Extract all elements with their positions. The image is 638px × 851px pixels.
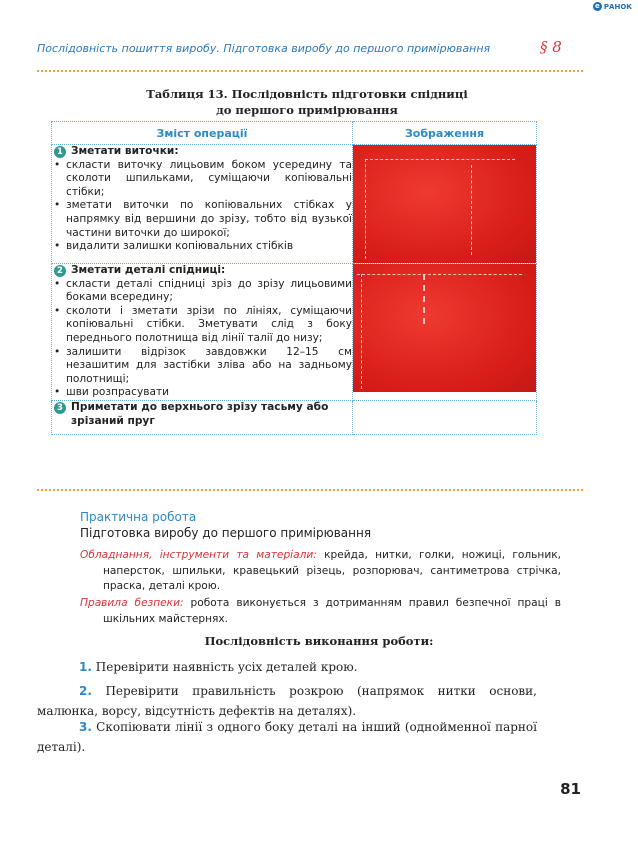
image-cell xyxy=(353,145,537,264)
practice-heading: Практична робота xyxy=(80,510,197,524)
operation-cell xyxy=(52,400,353,434)
list-item: • скласти виточку лицьовим боком усередину та сколоти шпильками, суміщаючи копіювальні стібки; xyxy=(52,159,352,200)
image-cell xyxy=(353,264,537,401)
step-title: Приметати до верхнього зрізу тасьму або зрізаний пруг xyxy=(71,400,329,427)
step-items xyxy=(52,278,352,400)
step-heading xyxy=(52,145,352,159)
step-items xyxy=(52,159,352,254)
step-paragraph xyxy=(37,681,537,721)
step-number: 3. xyxy=(79,720,92,734)
list-item: • скласти деталі спідниці зріз до зрізу лицьовими боками всередину; xyxy=(52,278,352,305)
column-header-image: Зображення xyxy=(353,122,537,145)
publisher-logo-text: РАНОК xyxy=(603,2,632,11)
table-row xyxy=(52,400,537,434)
table-row xyxy=(52,264,537,401)
running-title: Послідовність пошиття виробу. Підготовка виробу до першого примірювання xyxy=(37,42,491,55)
step-number-badge: 2 xyxy=(54,265,66,277)
list-item: • сколоти і зметати зрізи по лініях, суміщаючи копіювальні стібки. Зметувати слід з боку переднього полотнища від лінії талії до низу; xyxy=(52,305,352,346)
list-item: • шви розпрасувати xyxy=(52,386,352,400)
fabric-darts-photo xyxy=(353,145,536,263)
list-item: • видалити залишки копіювальних стібків xyxy=(52,240,352,254)
practice-subheading: Підготовка виробу до першого примірювання xyxy=(80,526,372,540)
equipment-text: крейда, нитки, голки, ножиці, гольник, наперсток, шпильки, кравецький різець, розпорювач, сантиметрова стрічка, праска, деталі крою. xyxy=(103,549,561,593)
step-paragraph xyxy=(37,657,537,677)
step-text: Перевірити правильність розкрою (напрямок нитки основи, малюнка, ворсу, відсутність дефектів на деталях). xyxy=(37,684,537,718)
step-paragraph xyxy=(37,717,537,757)
table-title xyxy=(37,86,577,118)
step-number-badge: 1 xyxy=(54,146,66,158)
step-number: 1. xyxy=(79,660,92,674)
safety-text: робота виконується з дотриманням правил безпечної праці в шкільних майстернях. xyxy=(103,597,562,625)
sequence-title: Послідовність виконання роботи: xyxy=(204,634,434,648)
operation-cell xyxy=(52,264,353,401)
equipment-paragraph xyxy=(80,548,561,595)
operation-cell xyxy=(52,145,353,264)
list-item: • залишити відрізок завдовжки 12–15 см незашитим для застібки зліва або на задньому полотнищі; xyxy=(52,346,352,387)
step-heading xyxy=(52,264,352,278)
column-header-operation: Зміст операції xyxy=(52,122,353,145)
safety-label: Правила безпеки: xyxy=(80,597,184,609)
step-title: Зметати виточки: xyxy=(71,145,179,157)
step-number: 2. xyxy=(79,684,92,698)
step-text: Перевірити наявність усіх деталей крою. xyxy=(95,660,358,674)
table-title-line1: Таблиця 13. Послідовність підготовки спідниці xyxy=(146,87,468,101)
step-number-badge: 3 xyxy=(54,402,66,414)
step-heading xyxy=(52,401,352,428)
publisher-logo xyxy=(593,2,632,11)
section-number: § 8 xyxy=(540,38,562,56)
table-title-line2: до першого примірювання xyxy=(216,103,398,117)
page-number: 81 xyxy=(560,780,581,798)
table-row xyxy=(52,145,537,264)
step-title: Зметати деталі спідниці: xyxy=(71,264,226,276)
safety-paragraph xyxy=(80,596,561,627)
table-divider xyxy=(37,489,583,491)
fabric-seams-photo xyxy=(353,264,536,392)
table-header-row xyxy=(52,122,537,145)
publisher-logo-icon: e xyxy=(593,2,602,11)
list-item: • зметати виточки по копіювальних стібках у напрямку від вершини до зрізу, тобто від вузької частини виточки до широкої; xyxy=(52,199,352,240)
image-cell xyxy=(353,400,537,434)
equipment-label: Обладнання, інструменти та матеріали: xyxy=(80,549,317,561)
operations-table xyxy=(51,121,537,435)
header-divider xyxy=(37,70,583,72)
step-text: Скопіювати лінії з одного боку деталі на інший (однойменної парної деталі). xyxy=(37,720,537,754)
